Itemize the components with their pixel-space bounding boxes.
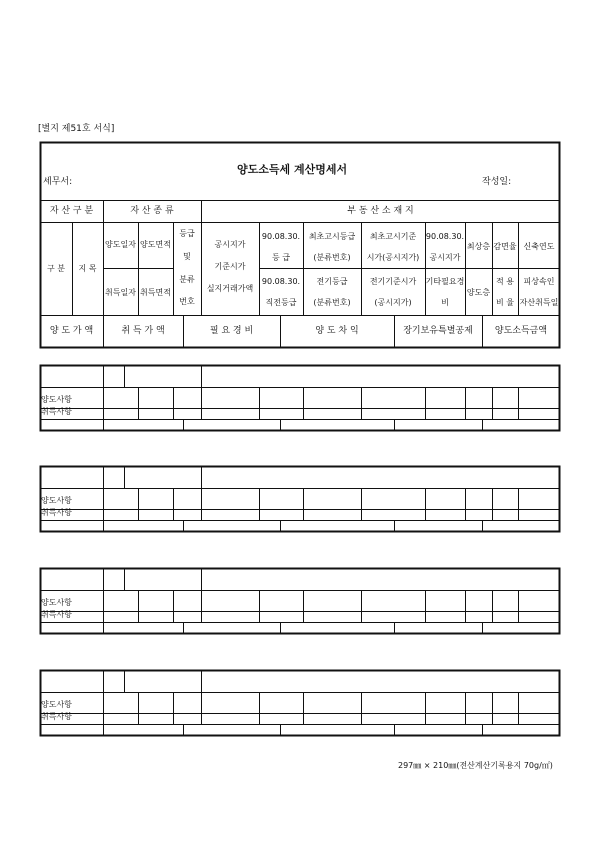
header-grade-3: 분류 xyxy=(179,275,195,284)
header-inheritance-1: 피상속인 xyxy=(523,277,555,286)
header-date2-top: 90.08.30. xyxy=(425,232,465,241)
header-asset-category: 자 산 구 분 xyxy=(49,206,94,216)
header-necessary-expense: 필 요 경 비 xyxy=(209,326,254,336)
header-prior-grade: 전기등급 xyxy=(316,277,348,286)
header-first-std-price: 최초고시기준 xyxy=(369,232,417,241)
header-grade-2: 및 xyxy=(183,252,191,261)
header-applied-1: 적 용 xyxy=(496,277,514,286)
header-pre-grade: 직전등급 xyxy=(265,298,297,307)
header-inheritance-2: 자산취득일 xyxy=(519,298,559,307)
header-official-price: 공시지가 xyxy=(429,253,461,262)
data-block-frame xyxy=(41,569,560,634)
header-lot-type: 지 목 xyxy=(78,264,97,273)
row-label-transfer: 양도사항 xyxy=(41,700,72,709)
header-asset-type: 자 산 종 류 xyxy=(130,206,174,216)
header-transfer-date: 양도일자 xyxy=(105,240,136,249)
header-prior-std-price: 전기기준시가 xyxy=(369,277,417,286)
header-grade-4: 번호 xyxy=(179,297,195,306)
tax-office-label: 세무서: xyxy=(43,177,73,187)
header-reduction-rate: 감면율 xyxy=(493,242,517,251)
row-label-acquisition: 취득사항 xyxy=(41,712,72,721)
header-price-basis-1: 공시지가 xyxy=(214,240,246,249)
header-prior-class-no: (분류번호) xyxy=(313,298,351,307)
row-label-transfer: 양도사항 xyxy=(41,395,72,404)
header-prior-std-price-sub: (공시지가) xyxy=(374,298,412,307)
header-transfer-floor: 양도층 xyxy=(466,288,491,297)
written-date-label: 작성일: xyxy=(482,177,512,187)
header-new-build-year: 신축연도 xyxy=(523,242,555,251)
header-acquisition-date: 취득일자 xyxy=(105,288,136,297)
data-block-frame xyxy=(41,671,560,736)
row-label-transfer: 양도사항 xyxy=(41,598,72,607)
form-number: [별지 제51호 서식] xyxy=(38,124,115,134)
header-price-basis-3: 실지거래가액 xyxy=(206,284,254,293)
header-date1-top: 90.08.30. xyxy=(261,232,301,241)
header-transfer-area: 양도면적 xyxy=(140,240,171,249)
header-applied-2: 비 율 xyxy=(496,298,514,307)
header-date1-bottom: 90.08.30. xyxy=(261,277,301,286)
data-block-frame xyxy=(41,366,560,431)
header-transfer-price: 양 도 가 액 xyxy=(49,326,94,336)
header-location: 부 동 산 소 재 지 xyxy=(347,206,414,216)
header-other-expense-1: 기타필요경 xyxy=(425,277,465,286)
header-transfer-margin: 양 도 차 익 xyxy=(315,326,359,336)
header-price-basis-2: 기준시가 xyxy=(214,262,246,271)
header-acquisition-price: 취 득 가 액 xyxy=(121,326,165,336)
header-grade-1: 등급 xyxy=(179,229,195,238)
header-grade-label-top: 등 급 xyxy=(272,253,290,262)
header-long-term-deduction: 장기보유특별공제 xyxy=(403,326,473,336)
data-block-frame xyxy=(41,467,560,532)
header-transfer-income: 양도소득금액 xyxy=(494,326,548,336)
header-top-floor: 최상층 xyxy=(466,242,491,251)
footer-note: 297㎜ × 210㎜(전산계산기록용지 70g/㎡) xyxy=(398,761,553,770)
header-first-grade: 최초고시등급 xyxy=(308,232,356,241)
row-label-transfer: 양도사항 xyxy=(41,496,72,505)
row-label-acquisition: 취득사항 xyxy=(41,508,72,517)
header-category: 구 분 xyxy=(47,264,65,273)
header-first-std-price-sub: 시가(공시지가) xyxy=(366,253,420,262)
header-acquisition-area: 취득면적 xyxy=(140,288,171,297)
page-title: 양도소득세 계산명세서 xyxy=(237,163,348,176)
header-first-class-no: (분류번호) xyxy=(313,253,351,262)
row-label-acquisition: 취득사항 xyxy=(41,407,72,416)
header-other-expense-2: 비 xyxy=(441,298,449,307)
row-label-acquisition: 취득사항 xyxy=(41,610,72,619)
